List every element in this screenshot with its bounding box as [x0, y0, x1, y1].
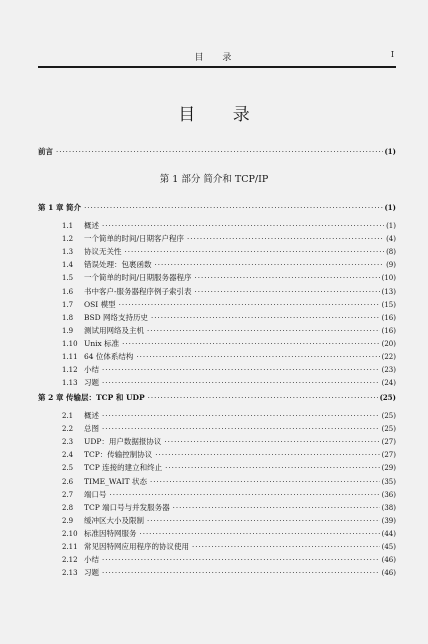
section-label: 小结 — [84, 555, 99, 565]
toc-section-entry[interactable] — [62, 462, 396, 473]
dot-leader — [155, 261, 385, 269]
section-page: (1) — [386, 222, 396, 230]
dot-leader — [102, 222, 384, 230]
section-page: (45) — [381, 543, 396, 551]
toc-section-entry[interactable] — [62, 502, 396, 513]
section-page: (27) — [381, 451, 396, 460]
section-number: 2.6 — [62, 477, 74, 486]
section-page: (16) — [381, 326, 396, 335]
toc-section-entry[interactable] — [62, 541, 396, 552]
section-page: (23) — [381, 366, 396, 375]
toc-section-entry[interactable] — [62, 489, 396, 500]
section-number: 2.2 — [62, 425, 74, 434]
section-label: TCP：传输控制协议 — [84, 450, 153, 460]
running-header — [38, 49, 396, 63]
dot-leader — [165, 464, 379, 472]
toc-section-entry[interactable] — [62, 312, 396, 323]
dot-leader — [102, 379, 380, 387]
chapter-label: 第 1 章 简介 — [38, 203, 82, 212]
section-label: 概述 — [84, 221, 99, 230]
chapter-page: (1) — [384, 203, 396, 212]
section-label: 端口号 — [84, 489, 107, 499]
section-label: 错误处理：包裹函数 — [84, 260, 152, 270]
chapter-label: 第 2 章 传输层：TCP 和 UDP — [38, 393, 145, 402]
toc-section-entry[interactable] — [62, 272, 396, 283]
toc-title: 目 录 — [178, 105, 266, 125]
section-number: 1.2 — [62, 235, 74, 244]
dot-leader — [195, 288, 380, 296]
dot-leader — [140, 530, 380, 538]
section-number: 1.5 — [62, 274, 74, 283]
section-number: 1.6 — [62, 287, 74, 296]
section-page: (20) — [381, 339, 396, 348]
section-page: (25) — [381, 425, 396, 434]
toc-section-entry[interactable] — [62, 246, 396, 257]
section-number: 2.3 — [62, 438, 74, 447]
dot-leader — [173, 504, 380, 512]
section-number: 1.3 — [62, 248, 74, 257]
section-label: 习题 — [84, 378, 99, 388]
section-label: 一个简单的时间/日期服务器程序 — [84, 273, 192, 283]
section-number: 1.4 — [62, 261, 74, 270]
dot-leader — [110, 491, 380, 499]
toc-section-entry[interactable] — [62, 449, 396, 460]
section-number: 1.12 — [62, 366, 78, 375]
dot-leader — [148, 394, 378, 402]
section-page: (35) — [381, 477, 396, 486]
section-page: (9) — [386, 261, 396, 270]
section-number: 2.1 — [62, 412, 74, 420]
section-page: (39) — [381, 516, 396, 525]
part-title: 第 1 部分 简介和 TCP/IP — [159, 174, 269, 185]
toc-chapter-1[interactable] — [38, 202, 396, 213]
section-label: 标准因特网服务 — [84, 528, 137, 538]
section-number: 2.5 — [62, 464, 74, 473]
dot-leader — [136, 353, 379, 361]
toc-section-entry[interactable] — [62, 325, 396, 336]
dot-leader — [102, 366, 380, 374]
section-number: 1.11 — [62, 353, 78, 361]
section-number: 1.13 — [62, 379, 78, 388]
dot-leader — [155, 451, 379, 459]
section-label: TCP 连接的建立和终止 — [84, 463, 163, 473]
section-label: TIME_WAIT 状态 — [84, 476, 147, 486]
toc-section-entry[interactable] — [62, 476, 396, 487]
dot-leader — [102, 556, 380, 564]
toc-section-entry[interactable] — [62, 286, 396, 297]
toc-section-entry[interactable] — [62, 351, 396, 362]
section-number: 2.11 — [62, 543, 78, 551]
toc-section-entry[interactable] — [62, 528, 396, 539]
section-number: 2.8 — [62, 503, 74, 512]
section-number: 2.12 — [62, 556, 78, 565]
section-number: 2.10 — [62, 529, 78, 538]
toc-section-entry[interactable] — [62, 233, 396, 244]
section-page: (10) — [381, 274, 396, 283]
section-page: (22) — [381, 353, 396, 361]
section-page: (8) — [386, 248, 396, 257]
section-number: 2.9 — [62, 516, 74, 525]
dot-leader — [187, 235, 384, 243]
section-label: 概述 — [84, 411, 99, 420]
toc-section-entry[interactable] — [62, 410, 396, 421]
section-label: 测试用网络及主机 — [84, 325, 144, 335]
section-number: 1.1 — [62, 222, 74, 230]
section-label: OSI 模型 — [84, 299, 116, 309]
section-label: TCP 端口号与并发服务器 — [84, 502, 170, 512]
toc-entry-preface[interactable] — [38, 146, 396, 157]
section-label: 64 位体系结构 — [84, 352, 134, 361]
toc-section-entry[interactable] — [62, 515, 396, 526]
section-label: Unix 标准 — [84, 338, 120, 348]
section-label: 习题 — [84, 568, 99, 578]
section-page: (44) — [381, 529, 396, 538]
section-number: 1.9 — [62, 326, 74, 335]
section-page: (25) — [381, 412, 396, 420]
toc-section-entry[interactable] — [62, 554, 396, 565]
section-page: (36) — [381, 490, 396, 499]
section-page: (27) — [381, 438, 396, 447]
section-label: 小结 — [84, 365, 99, 375]
toc-section-entry[interactable] — [62, 567, 396, 578]
dot-leader — [119, 301, 380, 309]
section-page: (46) — [381, 569, 396, 578]
dot-leader — [84, 204, 382, 212]
toc-section-entry[interactable] — [62, 299, 396, 310]
section-label: 协议无关性 — [84, 247, 122, 257]
header-rule — [38, 66, 396, 68]
section-label: 常见因特网应用程序的协议使用 — [84, 542, 189, 551]
section-number: 1.7 — [62, 300, 74, 309]
toc-section-entry[interactable] — [62, 377, 396, 388]
section-number: 2.7 — [62, 490, 74, 499]
section-page: (38) — [381, 503, 396, 512]
running-header-page-number: I — [390, 50, 394, 59]
dot-leader — [150, 478, 380, 486]
dot-leader — [192, 543, 380, 551]
section-page: (29) — [381, 464, 396, 473]
dot-leader — [102, 569, 380, 577]
section-page: (46) — [381, 556, 396, 565]
dot-leader — [195, 274, 380, 282]
toc-section-entry[interactable] — [62, 259, 396, 270]
section-label: 缓冲区大小及限制 — [84, 515, 144, 525]
section-label: 书中客户-服务器程序例子索引表 — [84, 286, 192, 296]
dot-leader — [125, 248, 385, 256]
dot-leader — [164, 438, 379, 446]
running-header-title: 目 录 — [194, 53, 240, 63]
toc-section-entry[interactable] — [62, 338, 396, 349]
section-label: UDP：用户数据报协议 — [84, 437, 162, 447]
toc-entry-page: (1) — [384, 147, 396, 156]
toc-chapter-2[interactable] — [38, 392, 396, 403]
section-number: 1.8 — [62, 313, 74, 322]
dot-leader — [147, 517, 380, 525]
toc-section-entry[interactable] — [62, 436, 396, 447]
toc-section-entry[interactable] — [62, 364, 396, 375]
toc-section-entry[interactable] — [62, 220, 396, 231]
dot-leader — [147, 327, 380, 335]
section-page: (15) — [381, 300, 396, 309]
section-page: (4) — [386, 235, 396, 244]
section-page: (24) — [381, 379, 396, 388]
toc-section-entry[interactable] — [62, 423, 396, 434]
dot-leader — [102, 425, 380, 433]
section-number: 2.4 — [62, 451, 74, 460]
toc-entry-label: 前言 — [38, 147, 53, 156]
dot-leader — [122, 340, 379, 348]
section-page: (13) — [381, 287, 396, 296]
section-label: BSD 网络支持历史 — [84, 312, 149, 322]
dot-leader — [151, 314, 380, 322]
section-label: 总图 — [84, 424, 99, 434]
section-label: 一个简单的时间/日期客户程序 — [84, 234, 185, 244]
dot-leader — [102, 412, 380, 420]
chapter-page: (25) — [379, 393, 396, 402]
section-page: (16) — [381, 313, 396, 322]
section-number: 2.13 — [62, 569, 78, 578]
section-number: 1.10 — [62, 339, 78, 348]
dot-leader — [56, 148, 383, 156]
